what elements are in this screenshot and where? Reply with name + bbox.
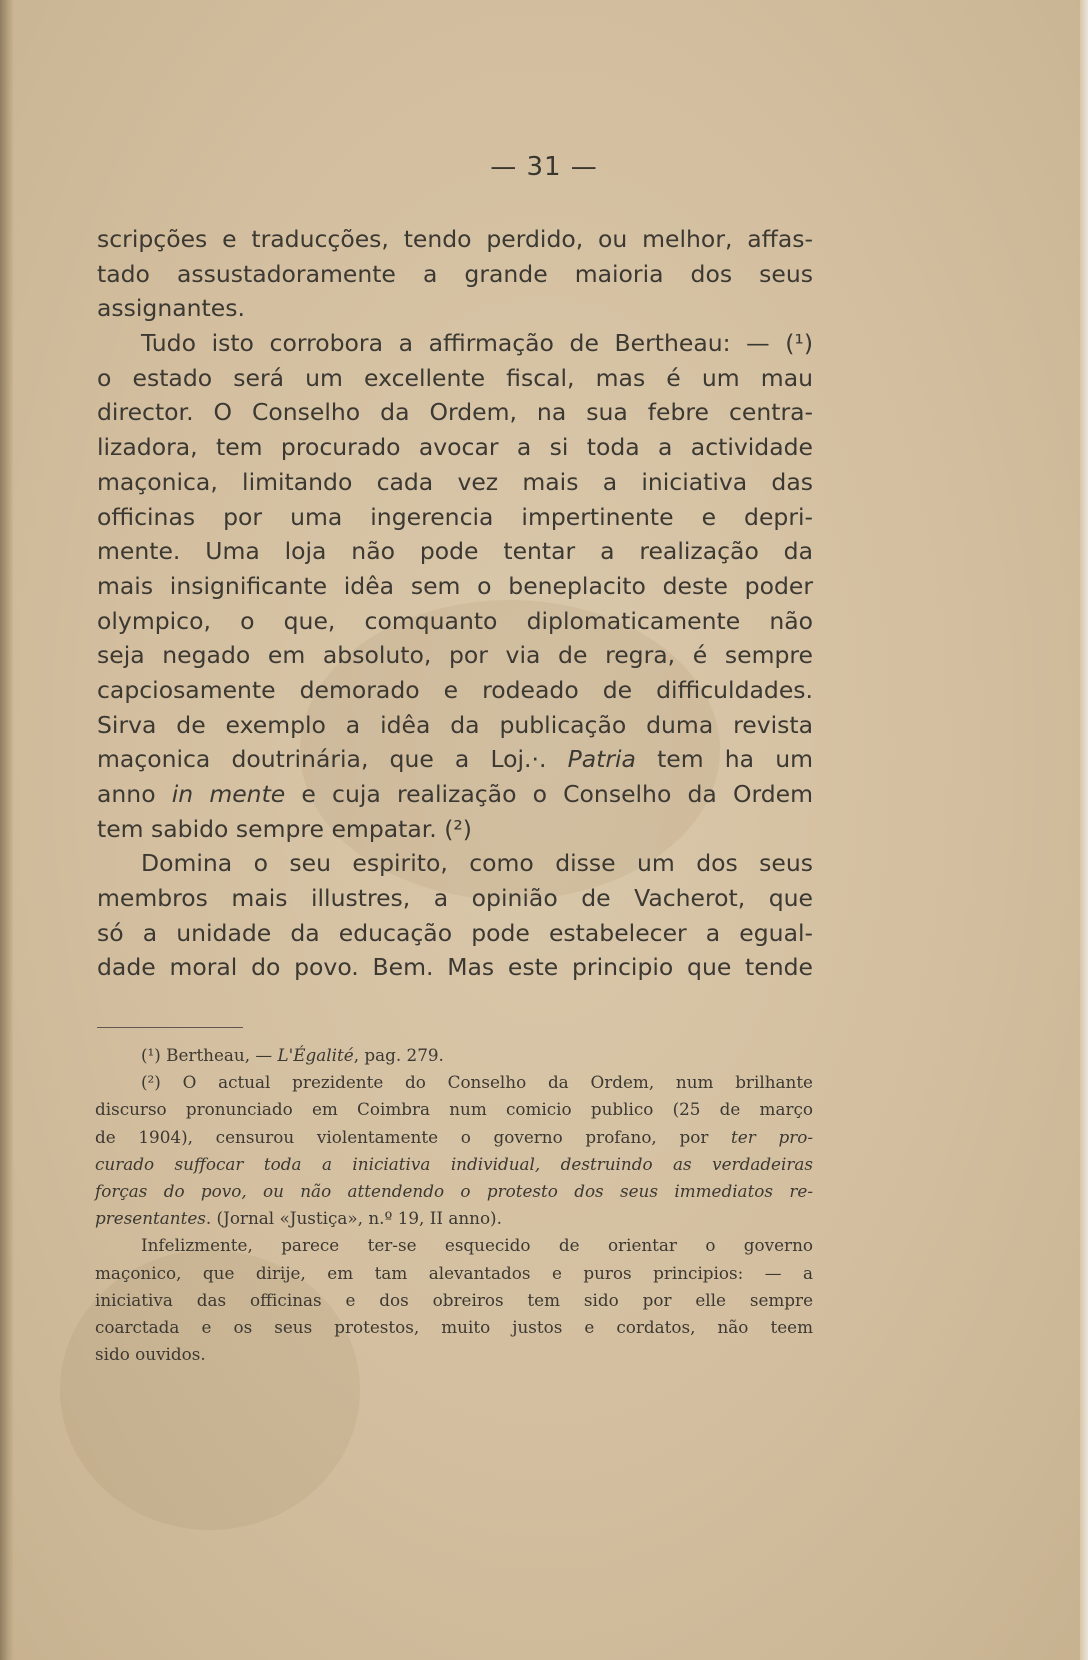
text-line: tado assustadoramente a grande maioria dos seus	[97, 259, 813, 288]
italic-phrase: in mente	[171, 780, 286, 808]
footnote-1	[95, 1042, 813, 1069]
footnote-text: . (Jornal «Justiça», n.º 19, II anno).	[205, 1208, 502, 1229]
footnote-title: L'Égalité	[277, 1045, 354, 1065]
page-number: — 31 —	[490, 152, 598, 182]
footnote-line: Infelizmente, parece ter-se esquecido de orientar o governo	[141, 1235, 813, 1256]
footnote-line	[95, 1205, 813, 1232]
footnote-line	[95, 1124, 813, 1151]
footnote-italic: ter pro-	[731, 1126, 813, 1147]
text-line: seja negado em absoluto, por via de regra, é sempre	[97, 641, 813, 670]
footnote-text: de 1904), censurou violentamente o governo profano, por	[95, 1126, 732, 1147]
text-line: o estado será um excellente fiscal, mas é um mau	[97, 363, 813, 392]
footnote-line: maçonico, que dirije, em tam alevantados e puros principios: — a	[95, 1262, 813, 1283]
text-line: capciosamente demorado e rodeado de difficuldades.	[97, 675, 813, 704]
text-line: Sirva de exemplo a idêa da publicação duma revista	[97, 710, 813, 739]
footnote-line: coarctada e os seus protestos, muito justos e cordatos, não teem	[95, 1316, 813, 1337]
text-line: tem sabido sempre empatar. (²)	[97, 814, 472, 843]
page-left-edge	[0, 0, 14, 1660]
footnote-italic: presentantes	[95, 1208, 206, 1229]
main-text	[97, 222, 813, 985]
footnotes	[95, 1042, 813, 1368]
footnote-line: forças do povo, ou não attendendo o protesto dos seus immediatos re-	[95, 1180, 813, 1201]
footnote-line: discurso pronunciado em Coimbra num comicio publico (25 de março	[95, 1099, 813, 1120]
footnote-text: (¹) Bertheau, —	[141, 1045, 278, 1065]
footnote-separator	[97, 1027, 243, 1028]
footnote-line: sido ouvidos.	[95, 1344, 206, 1365]
text-line: Domina o seu espirito, como disse um dos seus	[141, 849, 813, 878]
text-line: dade moral do povo. Bem. Mas este principio que tende	[97, 953, 813, 982]
text-line: lizadora, tem procurado avocar a si toda a actividade	[97, 433, 813, 462]
text-segment: tem ha um	[635, 745, 813, 774]
text-line: olympico, o que, comquanto diplomaticamente não	[97, 606, 813, 635]
footnote-line: (²) O actual prezidente do Conselho da Ordem, num brilhante	[141, 1072, 813, 1093]
footnote-text: , pag. 279.	[353, 1045, 444, 1065]
text-line: mais insignificante idêa sem o beneplacito deste poder	[97, 571, 813, 600]
text-line: scripções e traducções, tendo perdido, ou melhor, affas-	[97, 225, 813, 253]
text-line	[97, 742, 813, 777]
text-line: assignantes.	[97, 294, 245, 323]
page-right-edge	[1080, 0, 1088, 1660]
text-segment: maçonica doutrinária, que a Loj.·.	[97, 745, 568, 774]
text-line: só a unidade da educação pode estabelecer a egual-	[97, 918, 813, 947]
text-line	[97, 777, 813, 812]
text-line: maçonica, limitando cada vez mais a iniciativa das	[97, 467, 813, 496]
footnote-line: curado suffocar toda a iniciativa individual, destruindo as verdadeiras	[95, 1153, 813, 1174]
footnote-line: iniciativa das officinas e dos obreiros tem sido por elle sempre	[95, 1289, 813, 1310]
text-segment: anno	[97, 780, 172, 808]
text-segment: e cuja realização o Conselho da Ordem	[285, 780, 813, 808]
text-line: membros mais illustres, a opinião de Vacherot, que	[97, 884, 813, 913]
text-line: mente. Uma loja não pode tentar a realização da	[97, 537, 813, 566]
text-line: Tudo isto corrobora a affirmação de Bertheau: — (¹)	[141, 329, 813, 358]
text-line: officinas por uma ingerencia impertinente e depri-	[97, 502, 813, 531]
text-line: director. O Conselho da Ordem, na sua febre centra-	[97, 398, 813, 427]
italic-title: Patria	[567, 745, 636, 774]
